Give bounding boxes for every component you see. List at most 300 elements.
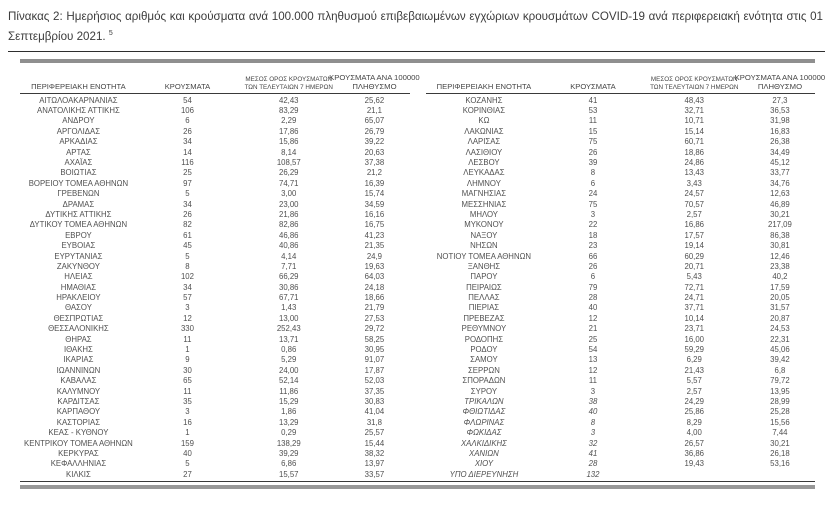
cases-cell: 40: [588, 303, 598, 313]
cases-cell: 13: [588, 355, 598, 365]
cases-cell: 16: [183, 417, 192, 427]
region-cell: ΕΥΡΥΤΑΝΙΑΣ: [54, 251, 103, 261]
per100k-cell: 39,42: [770, 355, 790, 365]
avg7-cell: 24,29: [684, 396, 704, 406]
region-cell: ΠΕΛΛΑΣ: [468, 293, 500, 303]
region-cell: ΡΟΔΟΠΗΣ: [464, 334, 504, 344]
region-cell: ΙΘΑΚΗΣ: [63, 345, 93, 355]
per100k-cell: 36,53: [770, 106, 790, 116]
region-cell: ΙΚΑΡΙΑΣ: [63, 355, 94, 365]
cases-cell: 54: [588, 345, 598, 355]
cases-cell: 39: [588, 157, 598, 167]
cases-cell: 35: [183, 396, 192, 406]
cases-cell: 330: [180, 324, 194, 334]
table-row: [20, 282, 410, 292]
cases-cell: 53: [588, 106, 598, 116]
per100k-cell: 12,63: [770, 189, 790, 199]
region-cell: ΚΩ: [478, 116, 490, 126]
per100k-cell: 27,3: [772, 95, 788, 105]
cases-cell: 3: [185, 303, 190, 313]
table-row: [20, 386, 410, 396]
cases-cell: 11: [588, 116, 598, 126]
per100k-cell: 64,03: [364, 272, 385, 282]
avg7-cell: 70,57: [684, 199, 704, 209]
region-cell: ΛΑΚΩΝΙΑΣ: [464, 126, 504, 136]
region-cell: ΑΝΑΤΟΛΙΚΗΣ ΑΤΤΙΚΗΣ: [37, 106, 120, 116]
per100k-cell: 34,49: [770, 147, 790, 157]
table-row: [20, 158, 410, 168]
avg7-cell: 30,86: [278, 282, 299, 292]
table-row: [20, 272, 410, 282]
cases-cell: 8: [590, 417, 596, 427]
avg7-cell: 2,57: [686, 386, 702, 396]
header-cases: ΚΡΟΥΣΜΑΤΑ: [164, 82, 211, 92]
region-cell: ΒΟΙΩΤΙΑΣ: [60, 168, 97, 178]
region-cell: ΔΡΑΜΑΣ: [62, 199, 95, 209]
avg7-cell: 42,43: [278, 95, 299, 105]
per100k-cell: 45,06: [770, 345, 790, 355]
avg7-cell: 13,29: [278, 417, 299, 427]
table-row: [426, 324, 816, 334]
avg7-cell: 21,43: [684, 365, 704, 375]
table-row: [20, 106, 410, 116]
cases-cell: 5: [185, 251, 190, 261]
table-row: [20, 397, 410, 407]
avg7-cell: 16,00: [684, 334, 704, 344]
avg7-cell: 13,00: [278, 313, 299, 323]
left-table-body: [20, 95, 410, 479]
avg7-cell: 19,43: [684, 459, 704, 469]
region-cell: ΒΟΡΕΙΟΥ ΤΟΜΕΑ ΑΘΗΝΩΝ: [28, 178, 129, 188]
per100k-cell: 21,2: [366, 168, 383, 178]
region-cell: ΘΕΣΣΑΛΟΝΙΚΗΣ: [48, 324, 109, 334]
per100k-cell: 23,38: [770, 261, 790, 271]
region-cell: ΜΕΣΣΗΝΙΑΣ: [461, 199, 507, 209]
right-table-header: [426, 63, 826, 95]
cases-cell: 40: [183, 448, 192, 458]
table-row: [20, 116, 410, 126]
table-row: [20, 241, 410, 251]
cases-cell: 25: [588, 334, 598, 344]
avg7-cell: 37,71: [684, 303, 704, 313]
right-table-body: [426, 95, 816, 479]
table-row: [426, 418, 816, 428]
per100k-cell: 6,8: [774, 365, 786, 375]
per100k-cell: 17,87: [364, 365, 385, 375]
table-caption: [8, 9, 823, 45]
cases-cell: 28: [588, 293, 598, 303]
table-row: [20, 314, 410, 324]
cases-cell: 102: [180, 272, 194, 282]
table-row: [20, 438, 410, 448]
table-row: [426, 116, 816, 126]
cases-cell: 15: [588, 126, 598, 136]
cases-cell: 5: [185, 189, 190, 199]
avg7-cell: 5,57: [686, 376, 702, 386]
cases-cell: 3: [590, 428, 596, 438]
table-row: [20, 418, 410, 428]
cases-cell: 159: [180, 438, 194, 448]
avg7-cell: 72,71: [684, 282, 704, 292]
region-cell: ΘΕΣΠΡΩΤΙΑΣ: [53, 313, 104, 323]
region-cell: ΑΡΤΑΣ: [66, 147, 91, 157]
region-cell: ΛΕΥΚΑΔΑΣ: [463, 168, 505, 178]
per100k-cell: 19,63: [364, 261, 385, 271]
per100k-cell: 33,57: [364, 469, 385, 479]
cases-cell: 26: [183, 126, 192, 136]
table-row: [426, 251, 816, 261]
table-row: [426, 314, 816, 324]
region-cell: ΜΗΛΟΥ: [469, 209, 499, 219]
per100k-cell: 24,53: [770, 324, 790, 334]
per100k-cell: 31,98: [770, 116, 790, 126]
per100k-cell: 30,95: [364, 345, 385, 355]
avg7-cell: 20,71: [684, 261, 704, 271]
region-cell: ΚΕΝΤΡΙΚΟΥ ΤΟΜΕΑ ΑΘΗΝΩΝ: [24, 438, 133, 448]
per100k-cell: 7,44: [772, 428, 788, 438]
region-cell: ΝΗΣΩΝ: [470, 241, 498, 251]
avg7-cell: 1,43: [281, 303, 297, 313]
per100k-cell: 53,16: [770, 459, 790, 469]
avg7-cell: 2,57: [686, 209, 702, 219]
table-row: [20, 262, 410, 272]
table-row: [426, 303, 816, 313]
cases-cell: 57: [183, 293, 192, 303]
table-row: [426, 272, 816, 282]
table-row: [20, 428, 410, 438]
avg7-cell: 3,00: [281, 189, 297, 199]
per100k-cell: 16,39: [364, 178, 385, 188]
table-row: [426, 428, 816, 438]
cases-cell: 14: [183, 147, 192, 157]
table-row: [20, 303, 410, 313]
region-cell: ΣΠΟΡΑΔΩΝ: [462, 376, 506, 386]
region-cell: ΕΥΒΟΙΑΣ: [61, 241, 96, 251]
region-cell: ΧΙΟΥ: [474, 459, 494, 469]
avg7-cell: 5,29: [281, 355, 297, 365]
region-cell: ΧΑΛΚΙΔΙΚΗΣ: [460, 438, 507, 448]
table-row: [426, 282, 816, 292]
region-cell: ΗΡΑΚΛΕΙΟΥ: [56, 293, 101, 303]
per100k-cell: 31,8: [366, 417, 383, 427]
region-cell: ΠΙΕΡΙΑΣ: [468, 303, 500, 313]
table-row: [426, 168, 816, 178]
per100k-cell: 46,89: [770, 199, 790, 209]
per100k-cell: 13,97: [364, 459, 385, 469]
cases-cell: 66: [588, 251, 598, 261]
avg7-cell: 8,14: [281, 147, 297, 157]
cases-cell: 3: [590, 386, 596, 396]
table-row: [426, 241, 816, 251]
avg7-cell: 23,71: [684, 324, 704, 334]
cases-cell: 30: [183, 365, 192, 375]
region-cell: ΔΥΤΙΚΟΥ ΤΟΜΕΑ ΑΘΗΝΩΝ: [29, 220, 128, 230]
per100k-cell: 34,59: [364, 199, 385, 209]
per100k-cell: 79,72: [770, 376, 790, 386]
table-row: [426, 334, 816, 344]
region-cell: ΣΥΡΟΥ: [470, 386, 498, 396]
avg7-cell: 8,29: [686, 417, 702, 427]
region-cell: ΦΘΙΩΤΙΔΑΣ: [462, 407, 506, 417]
table-row: [426, 106, 816, 116]
cases-cell: 8: [185, 261, 190, 271]
per100k-cell: 31,57: [770, 303, 790, 313]
region-cell: ΜΥΚΟΝΟΥ: [464, 220, 504, 230]
table-row: [426, 220, 816, 230]
per100k-cell: 24,9: [366, 251, 383, 261]
avg7-cell: 59,29: [684, 345, 704, 355]
region-cell: ΡΟΔΟΥ: [470, 345, 498, 355]
per100k-cell: 30,21: [770, 438, 790, 448]
table-row: [20, 324, 410, 334]
cases-cell: 24: [588, 189, 598, 199]
region-cell: ΑΡΚΑΔΙΑΣ: [59, 137, 98, 147]
per100k-cell: 28,99: [770, 396, 790, 406]
region-cell: ΚΑΒΑΛΑΣ: [60, 376, 97, 386]
table-row: [426, 355, 816, 365]
cases-cell: 97: [183, 178, 192, 188]
region-cell: ΞΑΝΘΗΣ: [467, 261, 501, 271]
per100k-cell: 58,25: [364, 334, 385, 344]
per100k-cell: 15,56: [770, 417, 790, 427]
region-cell: ΑΡΓΟΛΙΔΑΣ: [56, 126, 101, 136]
cases-cell: 34: [183, 199, 192, 209]
caption-divider: [8, 51, 825, 52]
region-cell: ΚΑΛΥΜΝΟΥ: [56, 386, 101, 396]
avg7-cell: 6,29: [686, 355, 702, 365]
cases-cell: 11: [183, 334, 192, 344]
table-row: [20, 251, 410, 261]
avg7-cell: 67,71: [278, 293, 299, 303]
header-region: ΠΕΡΙΦΕΡΕΙΑΚΗ ΕΝΟΤΗΤΑ: [31, 82, 126, 92]
table-row: [20, 366, 410, 376]
table-bottom-rule: [20, 481, 815, 482]
per100k-cell: 38,32: [364, 448, 385, 458]
region-cell: ΦΩΚΙΔΑΣ: [466, 428, 502, 438]
avg7-cell: 18,86: [684, 147, 704, 157]
region-cell: ΚΟΡΙΝΘΙΑΣ: [462, 106, 506, 116]
cases-cell: 26: [183, 209, 192, 219]
cases-cell: 34: [183, 137, 192, 147]
header-region: ΠΕΡΙΦΕΡΕΙΑΚΗ ΕΝΟΤΗΤΑ: [436, 82, 532, 92]
region-cell: ΛΑΣΙΘΙΟΥ: [465, 147, 503, 157]
table-row: [426, 210, 816, 220]
per100k-cell: 65,07: [364, 116, 385, 126]
region-cell: ΤΡΙΚΑΛΩΝ: [464, 396, 504, 406]
per100k-cell: 27,53: [364, 313, 385, 323]
per100k-cell: 34,76: [770, 178, 790, 188]
cases-cell: 41: [588, 95, 598, 105]
table-row: [20, 179, 410, 189]
region-cell: ΜΑΓΝΗΣΙΑΣ: [461, 189, 507, 199]
table-row: [20, 168, 410, 178]
avg7-cell: 5,43: [686, 272, 702, 282]
avg7-cell: 39,29: [278, 448, 299, 458]
cases-cell: 9: [185, 355, 190, 365]
per100k-cell: 21,35: [364, 241, 385, 251]
per100k-cell: 20,63: [364, 147, 385, 157]
per100k-cell: 39,22: [364, 137, 385, 147]
table-row: [426, 459, 816, 469]
avg7-cell: 0,29: [281, 428, 297, 438]
region-cell: ΚΕΑΣ - ΚΥΘΝΟΥ: [48, 428, 109, 438]
avg7-cell: 60,29: [684, 251, 704, 261]
per100k-cell: 29,72: [364, 324, 385, 334]
per100k-cell: 45,12: [770, 157, 790, 167]
avg7-cell: 2,29: [281, 116, 297, 126]
avg7-cell: 46,86: [278, 230, 299, 240]
table-bottom-border: [20, 485, 815, 489]
cases-cell: 21: [588, 324, 598, 334]
region-cell: ΛΕΣΒΟΥ: [468, 157, 500, 167]
cases-cell: 75: [588, 137, 598, 147]
table-row: [426, 438, 816, 448]
per100k-cell: 37,35: [364, 386, 385, 396]
left-table-header: [20, 63, 420, 95]
avg7-cell: 15,86: [278, 137, 299, 147]
per100k-cell: 217,09: [768, 220, 792, 230]
per100k-cell: 41,23: [364, 230, 385, 240]
avg7-cell: 138,29: [276, 438, 301, 448]
table-row: [426, 376, 816, 386]
table-row: [426, 449, 816, 459]
avg7-cell: 11,86: [279, 386, 299, 396]
per100k-cell: 20,05: [770, 293, 790, 303]
per100k-cell: 30,21: [770, 209, 790, 219]
cases-cell: 82: [183, 220, 192, 230]
cases-cell: 25: [183, 168, 192, 178]
table-row: [20, 127, 410, 137]
region-cell: ΣΑΜΟΥ: [470, 355, 498, 365]
region-cell: ΝΟΤΙΟΥ ΤΟΜΕΑ ΑΘΗΝΩΝ: [436, 251, 532, 261]
avg7-cell: 7,71: [281, 261, 297, 271]
avg7-cell: 74,71: [278, 178, 299, 188]
per100k-cell: 12,46: [770, 251, 790, 261]
header-avg7: ΜΕΣΟΣ ΟΡΟΣ ΚΡΟΥΣΜΑΤΩΝ ΤΩΝ ΤΕΛΕΥΤΑΙΩΝ 7 ΗΜΕΡΩΝ: [244, 76, 333, 91]
avg7-cell: 13,71: [278, 334, 299, 344]
cases-cell: 8: [590, 168, 596, 178]
avg7-cell: 10,14: [684, 313, 704, 323]
table-row: [426, 293, 816, 303]
region-cell: ΚΑΣΤΟΡΙΑΣ: [56, 417, 101, 427]
per100k-cell: 30,83: [364, 396, 385, 406]
avg7-cell: 16,86: [684, 220, 704, 230]
avg7-cell: 25,86: [684, 407, 704, 417]
region-cell: ΝΑΞΟΥ: [470, 230, 498, 240]
table-row: [20, 459, 410, 469]
table-row: [20, 147, 410, 157]
avg7-cell: 32,71: [684, 106, 704, 116]
table-right-half: [426, 63, 826, 480]
cases-cell: 54: [183, 95, 192, 105]
caption-text: Πίνακας 2: Ημερήσιος αριθμός και κρούσματα ανά 100.000 πληθυσμού επιβεβαιωμένων εγχώριων κρουσμάτων COVID-19 ανά περιφερειακή ενότητα στις 01 Σεπτεμβρίου 2021.: [8, 10, 823, 43]
avg7-cell: 13,43: [684, 168, 704, 178]
avg7-cell: 24,57: [684, 189, 704, 199]
table-row: [426, 179, 816, 189]
table-row: [426, 386, 816, 396]
cases-cell: 3: [590, 209, 596, 219]
cases-cell: 61: [183, 230, 192, 240]
region-cell: ΠΑΡΟΥ: [470, 272, 498, 282]
table-row: [426, 127, 816, 137]
cases-cell: 1: [185, 428, 190, 438]
table-row: [426, 147, 816, 157]
cases-cell: 41: [588, 448, 598, 458]
avg7-cell: 21,86: [278, 209, 299, 219]
table-row: [426, 397, 816, 407]
cases-cell: 23: [588, 241, 598, 251]
region-cell: ΚΙΛΚΙΣ: [66, 469, 91, 479]
header-per100k: ΚΡΟΥΣΜΑΤΑ ΑΝΑ 100000 ΠΛΗΘΥΣΜΟ: [734, 72, 826, 91]
cases-cell: 28: [588, 459, 598, 469]
table-row: [426, 470, 816, 480]
per100k-cell: 26,38: [770, 137, 790, 147]
region-cell: ΕΒΡΟΥ: [65, 230, 92, 240]
footnote-marker: 5: [108, 29, 113, 37]
region-cell: ΚΕΦΑΛΛΗΝΙΑΣ: [50, 459, 107, 469]
per100k-cell: 15,44: [364, 438, 385, 448]
per100k-cell: 86,38: [770, 230, 790, 240]
avg7-cell: 66,29: [278, 272, 299, 282]
region-cell: ΦΛΩΡΙΝΑΣ: [463, 417, 505, 427]
per100k-cell: 18,66: [364, 293, 385, 303]
table-row: [20, 231, 410, 241]
per100k-cell: 13,95: [770, 386, 790, 396]
cases-cell: 26: [588, 147, 598, 157]
table-row: [426, 345, 816, 355]
table-row: [20, 189, 410, 199]
table-left-half: [20, 63, 420, 480]
cases-cell: 6: [185, 116, 190, 126]
table-row: [20, 345, 410, 355]
cases-cell: 79: [588, 282, 598, 292]
avg7-cell: 4,00: [686, 428, 702, 438]
region-cell: ΑΧΑΪΑΣ: [64, 157, 93, 167]
avg7-cell: 52,14: [278, 376, 299, 386]
per100k-cell: 24,18: [364, 282, 385, 292]
table-row: [20, 293, 410, 303]
table-row: [426, 189, 816, 199]
region-cell: ΧΑΝΙΩΝ: [469, 448, 499, 458]
region-cell: ΓΡΕΒΕΝΩΝ: [57, 189, 100, 199]
per100k-cell: 25,62: [364, 95, 385, 105]
per100k-cell: 16,83: [770, 126, 790, 136]
region-cell: ΛΗΜΝΟΥ: [466, 178, 501, 188]
region-cell: ΘΗΡΑΣ: [65, 334, 92, 344]
avg7-cell: 252,43: [276, 324, 301, 334]
per100k-cell: 40,2: [772, 272, 788, 282]
cases-cell: 11: [588, 376, 598, 386]
cases-cell: 12: [588, 365, 598, 375]
cases-cell: 5: [185, 459, 190, 469]
table-row: [426, 199, 816, 209]
cases-cell: 27: [183, 469, 192, 479]
header-avg7: ΜΕΣΟΣ ΟΡΟΣ ΚΡΟΥΣΜΑΤΩΝ ΤΩΝ ΤΕΛΕΥΤΑΙΩΝ 7 ΗΜΕΡΩΝ: [650, 76, 739, 91]
cases-cell: 12: [183, 313, 192, 323]
per100k-cell: 26,18: [770, 448, 790, 458]
per100k-cell: 21,79: [364, 303, 385, 313]
region-cell: ΗΜΑΘΙΑΣ: [60, 282, 97, 292]
per100k-cell: 20,87: [770, 313, 790, 323]
cases-cell: 75: [588, 199, 598, 209]
region-cell: ΡΕΘΥΜΝΟΥ: [461, 324, 507, 334]
table-row: [20, 407, 410, 417]
avg7-cell: 3,43: [686, 178, 702, 188]
covid-cases-table: [20, 59, 826, 489]
avg7-cell: 26,29: [278, 168, 299, 178]
avg7-cell: 26,57: [684, 438, 704, 448]
cases-cell: 116: [181, 157, 194, 167]
